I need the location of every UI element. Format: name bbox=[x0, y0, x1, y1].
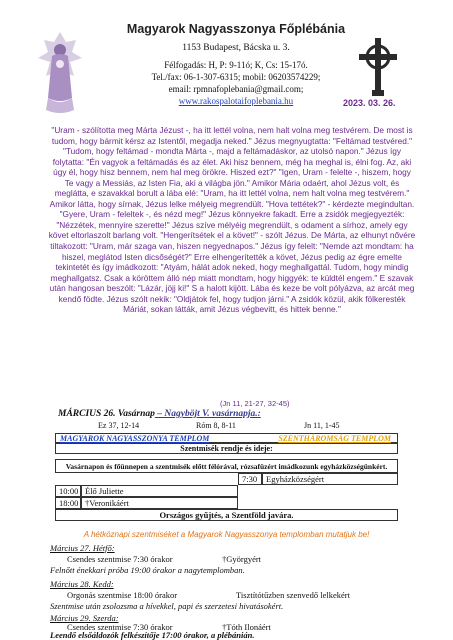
mass-time: 10:00 bbox=[55, 485, 81, 497]
mass-time: 18:00 bbox=[55, 497, 81, 509]
weekday-mass-note: A hétköznapi szentmiséket a Magyarok Nagyasszonya templomban mutatjuk be! bbox=[83, 530, 370, 539]
day-note: Szentmise után zsolozsma a hívekkel, papi és szerzetesi hivatásokért. bbox=[50, 601, 284, 611]
mass-time: 7:30 bbox=[238, 473, 262, 485]
church-right-name: SZENTHÁROMSÁG TEMPLOM bbox=[278, 434, 391, 443]
day-title: Március 29. Szerda: bbox=[50, 613, 119, 623]
day-mass: Orgonás szentmise 18:00 órakor bbox=[67, 590, 178, 600]
parish-title: Magyarok Nagyasszonya Főplébánia bbox=[126, 22, 346, 36]
bulletin-date: 2023. 03. 26. bbox=[343, 98, 396, 108]
day-mass: Csendes szentmise 7:30 órakor bbox=[67, 554, 173, 564]
day-title: Március 28. Kedd: bbox=[50, 579, 114, 589]
church-left-name: MAGYAROK NAGYASSZONYA TEMPLOM bbox=[60, 434, 210, 443]
sunday-date: MÁRCIUS 26. Vasárnap bbox=[58, 409, 155, 419]
mass-intention: †Veronikáért bbox=[81, 497, 238, 509]
email-address: email: rpmnafoplebania@gmail.com; bbox=[168, 84, 304, 94]
gospel-text: "Uram - szólította meg Márta Jézust -, ha itt lettél volna, nem halt volna meg testvérem. De most is tudom, hogy bármit kérsz az Istentől, megadja neked." Jézus megnyugtatta: "Feltámad testvéred." "Tudom, hogy feltámad - mondta Márta -, majd a feltámadáskor, az utolsó napon." Jézus így folytatta: "Én vagyok a feltámadás és az élet. Aki hisz bennem, még ha meghal is, élni fog. Az, aki úgy él, hogy hisz bennem, nem hal meg örökre. Hiszed ezt?" "Igen, Uram - felelte -, hiszem, hogy Te vagy a Messiás, az Isten Fia, aki a világba jön." Amikor Mária odaért, ahol Jézus volt, és meglátta, e szavakkal borult a lába elé: "Uram, ha itt lettél volna, nem halt volna meg testvérem." Amikor látta, hogy sírnak, Jézus lelke mélyeig megrendült. "Hova tettétek?" - kérdezte megindultan. "Gyere, Uram - feleltek -, és nézd meg!" Jézus könnyekre fakadt. Erre a zsidók megjegyezték: "Nézzétek, mennyire szerette!" Jézus szíve mélyéig megrendült, s odament a sírhoz, amely egy követ eltorlaszolt barlang volt. "Hengerítsétek el a követ!" - szólt Jézus. De Márta, az elhunyt nővére tiltakozott: "Uram, már szaga van, hiszen negyednapos." Jézus így felelt: "Nemde azt mondtam: ha hiszel, meglátod Isten dicsőségét?" Erre elhengerítették a követ, Jézus pedig az égre emelte tekintetét és így imádkozott: "Atyám, hálát adok neked, hogy meghallgattál. Tudom, hogy mindig meghallgatsz. Csak a köröttem álló nép miatt mondtam, hogy higgyék: te küldtél engem." E szavak után hangosan beszólt: "Lázár, jöjj ki!" S a halott kijött. Lába és keze be volt pólyázva, az arcát meg kendő födte. Jézus szólt nekik: "Oldjátok fel, hogy tudjon járni." A zsidók közül, akik fölkeresték Máriát, sokan látták, amit Jézus végbevitt, és hittek benne." bbox=[48, 125, 416, 315]
church-header-row bbox=[55, 433, 398, 443]
reading-gospel: Jn 11, 1-45 bbox=[304, 421, 340, 430]
day-mass-intention: †Tóth Ilonáért bbox=[222, 622, 271, 632]
day-mass-intention: Tisztítótűzben szenvedő lelkekért bbox=[236, 590, 350, 600]
reading-first: Ez 37, 12-14 bbox=[98, 421, 140, 430]
day-mass: Csendes szentmise 7:30 órakor bbox=[67, 622, 173, 632]
sunday-name: – Nagyböjt V. vasárnapja.: bbox=[154, 409, 261, 419]
mass-intention: Élő Juliette bbox=[81, 485, 238, 497]
gospel-reference: (Jn 11, 21-27, 32-45) bbox=[220, 399, 290, 408]
collection-note: Országos gyűjtés, a Szentföld javára. bbox=[55, 509, 398, 521]
office-hours: Félfogadás: H, P: 9-11ó; K, Cs: 15-17ó. bbox=[164, 60, 308, 70]
rosary-note: Vasárnapon és főünnepen a szentmisék előtt félórával, rózsafüzért imádkozunk egyházközségünkért. bbox=[55, 459, 398, 473]
reading-second: Róm 8, 8-11 bbox=[196, 421, 236, 430]
parish-address: 1153 Budapest, Bácska u. 3. bbox=[182, 43, 290, 53]
madonna-logo-icon bbox=[30, 28, 90, 118]
day-note: Felnőtt énekkari próba 19:00 órakor a nagytemplomban. bbox=[50, 565, 245, 575]
celtic-cross-icon bbox=[355, 36, 401, 98]
mass-order-title: Szentmisék rendje és ideje: bbox=[55, 443, 398, 454]
day-note: Leendő elsőáldozók felkészítője 17:00 órakor, a plébánián. bbox=[50, 630, 255, 640]
phone-numbers: Tel./fax: 06-1-307-6315; mobil: 06203574229; bbox=[151, 72, 321, 82]
day-mass-intention: †Györgyért bbox=[222, 554, 262, 564]
readings-row bbox=[58, 420, 398, 431]
website-link[interactable]: www.rakospalotaifoplebania.hu bbox=[178, 96, 294, 106]
sunday-heading bbox=[58, 409, 261, 419]
day-title: Március 27. Hétfő: bbox=[50, 543, 115, 553]
mass-intention: Egyházközségért bbox=[262, 473, 398, 485]
